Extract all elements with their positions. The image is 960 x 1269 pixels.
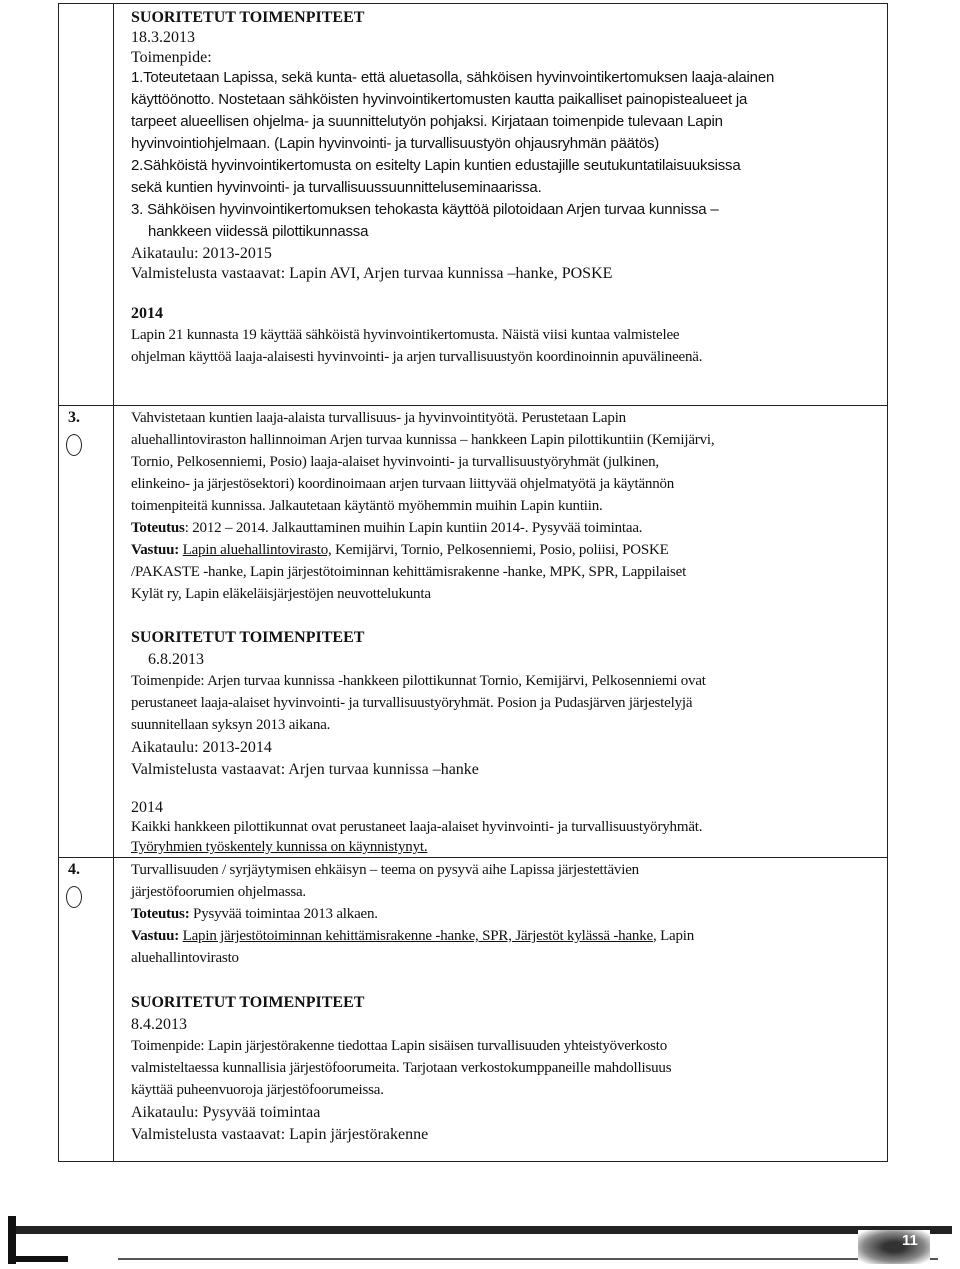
text-line: Toimenpide: Arjen turvaa kunnissa -hankkeen pilottikunnat Tornio, Kemijärvi, Pelkosenniemi ovat (131, 673, 706, 689)
text-line: Tornio, Pelkosenniemi, Posio) laaja-alaiset hyvinvointi- ja turvallisuustyöryhmät (julkinen, (131, 454, 659, 470)
vastuu-line (131, 927, 694, 946)
document-table (58, 3, 888, 1162)
circle-icon (66, 886, 82, 908)
text-line: Vahvistetaan kuntien laaja-alaista turvallisuus- ja hyvinvointityötä. Perustetaan Lapin (131, 410, 626, 426)
vastuu-label: Vastuu: (131, 928, 180, 944)
text-line: valmisteltaessa kunnallisia järjestöfoorumeita. Tarjotaan verkostokumppaneille mahdollisuus (131, 1060, 672, 1076)
text-line: 2.Sähköistä hyvinvointikertomusta on esitelty Lapin kuntien edustajille seutukuntatilaisuuksissa (131, 157, 741, 174)
responsible-line: Valmistelusta vastaavat: Lapin AVI, Arjen turvaa kunnissa –hanke, POSKE (131, 265, 613, 282)
footer-underline (8, 1256, 68, 1262)
vastuu-text: , Lapin (652, 928, 695, 944)
responsible-line: Valmistelusta vastaavat: Arjen turvaa kunnissa –hanke (131, 761, 479, 778)
text-line: Kaikki hankkeen pilottikunnat ovat perustaneet laaja-alaiset hyvinvointi- ja turvallisuustyöryhmät. (131, 819, 703, 835)
text-line: käyttää puheenvuoroja järjestöfoorumeissa. (131, 1082, 384, 1098)
circle-icon (66, 434, 82, 456)
text-line: Kylät ry, Lapin eläkeläisjärjestöjen neuvottelukunta (131, 586, 431, 602)
schedule-line: Aikataulu: Pysyvää toimintaa (131, 1104, 321, 1121)
text-line: Työryhmien työskentely kunnissa on käynnistynyt. (131, 839, 428, 855)
toteutus-text: Pysyvää toimintaa 2013 alkaen. (189, 906, 378, 922)
year-heading: 2014 (131, 305, 163, 322)
vastuu-text: Kemijärvi, Tornio, Pelkosenniemi, Posio, poliisi, POSKE (331, 542, 669, 558)
text-line: hankkeen viidessä pilottikunnassa (148, 223, 369, 240)
text-line: hyvinvointiohjelmaan. (Lapin hyvinvointi- ja turvallisuustyön ohjausryhmän päätös) (131, 135, 660, 152)
text-line: 1.Toteutetaan Lapissa, sekä kunta- että aluetasolla, sähköisen hyvinvointikertomuksen laaja-alainen (131, 69, 775, 86)
text-line: aluehallintoviraston hallinnoiman Arjen turvaa kunnissa – hankkeen Lapin pilottikuntiin (Kemijärvi, (131, 432, 715, 448)
page-number-badge (858, 1230, 930, 1264)
text-line: tarpeet alueellisen ohjelma- ja suunnittelutyön pohjaksi. Kirjataan toimenpide tulevaan Lapin (131, 113, 723, 130)
text-line: aluehallintovirasto (131, 950, 239, 966)
text-line: suunnitellaan syksyn 2013 aikana. (131, 717, 331, 733)
footer-bar (8, 1208, 952, 1264)
vastuu-label: Vastuu: (131, 542, 180, 558)
vastuu-underlined: Lapin järjestötoiminnan kehittämisrakenne -hanke, SPR, Järjestöt kylässä -hanke (182, 928, 653, 944)
text-line: Turvallisuuden / syrjäytymisen ehkäisyn – teema on pysyvä aihe Lapissa järjestettävien (131, 862, 639, 878)
text-line: käyttöönotto. Nostetaan sähköisten hyvinvointikertomusten kautta paikalliset painopistealueet ja (131, 91, 748, 108)
text-line: /PAKASTE -hanke, Lapin järjestötoiminnan kehittämisrakenne -hanke, MPK, SPR, Lappilaiset (131, 564, 687, 580)
toteutus-label: Toteutus (131, 520, 185, 536)
row-divider-middle (58, 857, 888, 858)
section-heading: SUORITETUT TOIMENPITEET (131, 9, 365, 26)
text-line: Lapin 21 kunnasta 19 käyttää sähköistä hyvinvointikertomusta. Näistä viisi kuntaa valmistelee (131, 327, 680, 343)
vastuu-line (131, 541, 669, 560)
text-line: perustaneet laaja-alaiset hyvinvointi- ja turvallisuustyöryhmät. Posion ja Pudasjärven järjestelyjä (131, 695, 693, 711)
schedule-line: Aikataulu: 2013-2015 (131, 245, 272, 262)
footer-rule (8, 1226, 952, 1234)
done-date: 6.8.2013 (148, 651, 204, 668)
toteutus-text: : 2012 – 2014. Jalkauttaminen muihin Lapin kuntiin 2014-. Pysyvää toimintaa. (184, 520, 643, 536)
text-line: elinkeino- ja järjestösektori) koordinoimaan arjen turvaan liittyvää ohjelmatyötä ja käytännön (131, 476, 675, 492)
vastuu-underlined: Lapin aluehallintovirasto, (182, 542, 332, 558)
done-heading: SUORITETUT TOIMENPITEET (131, 629, 365, 646)
responsible-line: Valmistelusta vastaavat: Lapin järjestörakenne (131, 1126, 429, 1143)
page-number: 11 (902, 1232, 918, 1249)
row-number: 4. (68, 861, 80, 878)
section-label: Toimenpide: (131, 49, 212, 66)
toteutus-line (131, 905, 378, 924)
text-line: sekä kuntien hyvinvointi- ja turvallisuussuunnitteluseminaarissa. (131, 179, 542, 196)
text-line: järjestöfoorumien ohjelmassa. (131, 884, 306, 900)
column-divider (113, 3, 114, 1162)
toteutus-line (131, 519, 642, 538)
done-heading: SUORITETUT TOIMENPITEET (131, 994, 365, 1011)
toteutus-label: Toteutus: (131, 906, 190, 922)
row-divider-top (58, 405, 888, 406)
text-line: toimenpiteitä kunnissa. Jalkautetaan käytäntö myöhemmin muihin Lapin kuntiin. (131, 498, 603, 514)
section-date: 18.3.2013 (131, 29, 195, 46)
row-number: 3. (68, 409, 80, 426)
text-line: ohjelman käyttöä laaja-alaisesti hyvinvointi- ja arjen turvallisuustyön koordinoinnin apuvälineenä. (131, 349, 703, 365)
schedule-line: Aikataulu: 2013-2014 (131, 739, 272, 756)
text-line: 3. Sähköisen hyvinvointikertomuksen tehokasta käyttöä pilotoidaan Arjen turvaa kunnissa – (131, 201, 719, 218)
year-heading: 2014 (131, 799, 163, 816)
footer-underline-thin (118, 1258, 938, 1260)
done-date: 8.4.2013 (131, 1016, 187, 1033)
text-line: Toimenpide: Lapin järjestörakenne tiedottaa Lapin sisäisen turvallisuuden yhteistyöverkosto (131, 1038, 668, 1054)
